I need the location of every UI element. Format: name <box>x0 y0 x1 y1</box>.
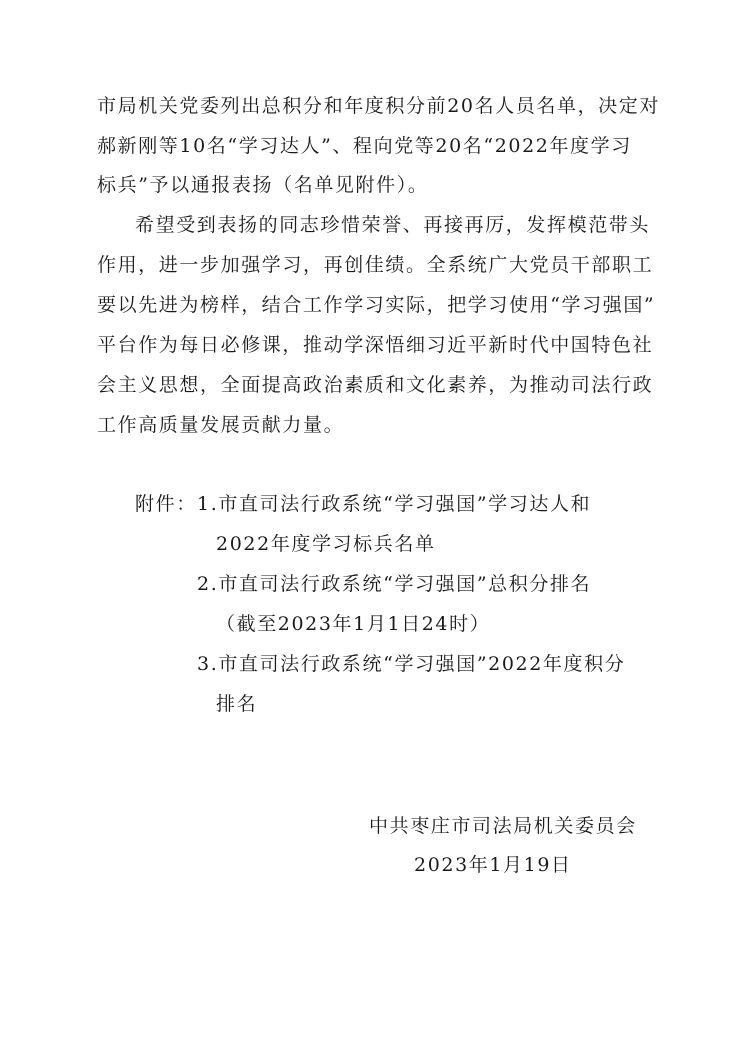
signature-date: 2023年1月19日 <box>414 854 572 876</box>
attachment-item-1: 1.市直司法行政系统“学习强国”学习达人和 <box>197 493 592 515</box>
text-line: 希望受到表扬的同志珍惜荣誉、再接再厉，发挥模范带头 <box>135 214 651 236</box>
attachment-item-2-cont: （截至2023年1月1日24时） <box>216 613 491 635</box>
attachment-item-2: 2.市直司法行政系统“学习强国”总积分排名 <box>197 573 592 595</box>
signature-organization: 中共枣庄市司法局机关委员会 <box>369 815 637 837</box>
attachment-item-3-cont: 排名 <box>216 693 258 715</box>
text-line: 郝新刚等10名“学习达人”、程向党等20名“2022年度学习 <box>97 135 632 157</box>
text-line: 平台作为每日必修课，推动学深悟细习近平新时代中国特色社 <box>97 334 654 356</box>
text-line: 工作高质量发展贡献力量。 <box>97 414 345 436</box>
text-line: 市局机关党委列出总积分和年度积分前20名人员名单，决定对 <box>97 95 660 117</box>
text-line: 要以先进为榜样，结合工作学习实际，把学习使用“学习强国” <box>97 294 656 316</box>
text-line: 标兵”予以通报表扬（名单见附件）。 <box>97 174 429 196</box>
attachments-label: 附件： <box>135 493 197 515</box>
text-line: 会主义思想，全面提高政治素质和文化素养，为推动司法行政 <box>97 374 654 396</box>
text-line: 作用，进一步加强学习，再创佳绩。全系统广大党员干部职工 <box>97 254 654 276</box>
attachment-item-3: 3.市直司法行政系统“学习强国”2022年度积分 <box>197 653 626 675</box>
attachment-item-1-cont: 2022年度学习标兵名单 <box>216 533 436 555</box>
